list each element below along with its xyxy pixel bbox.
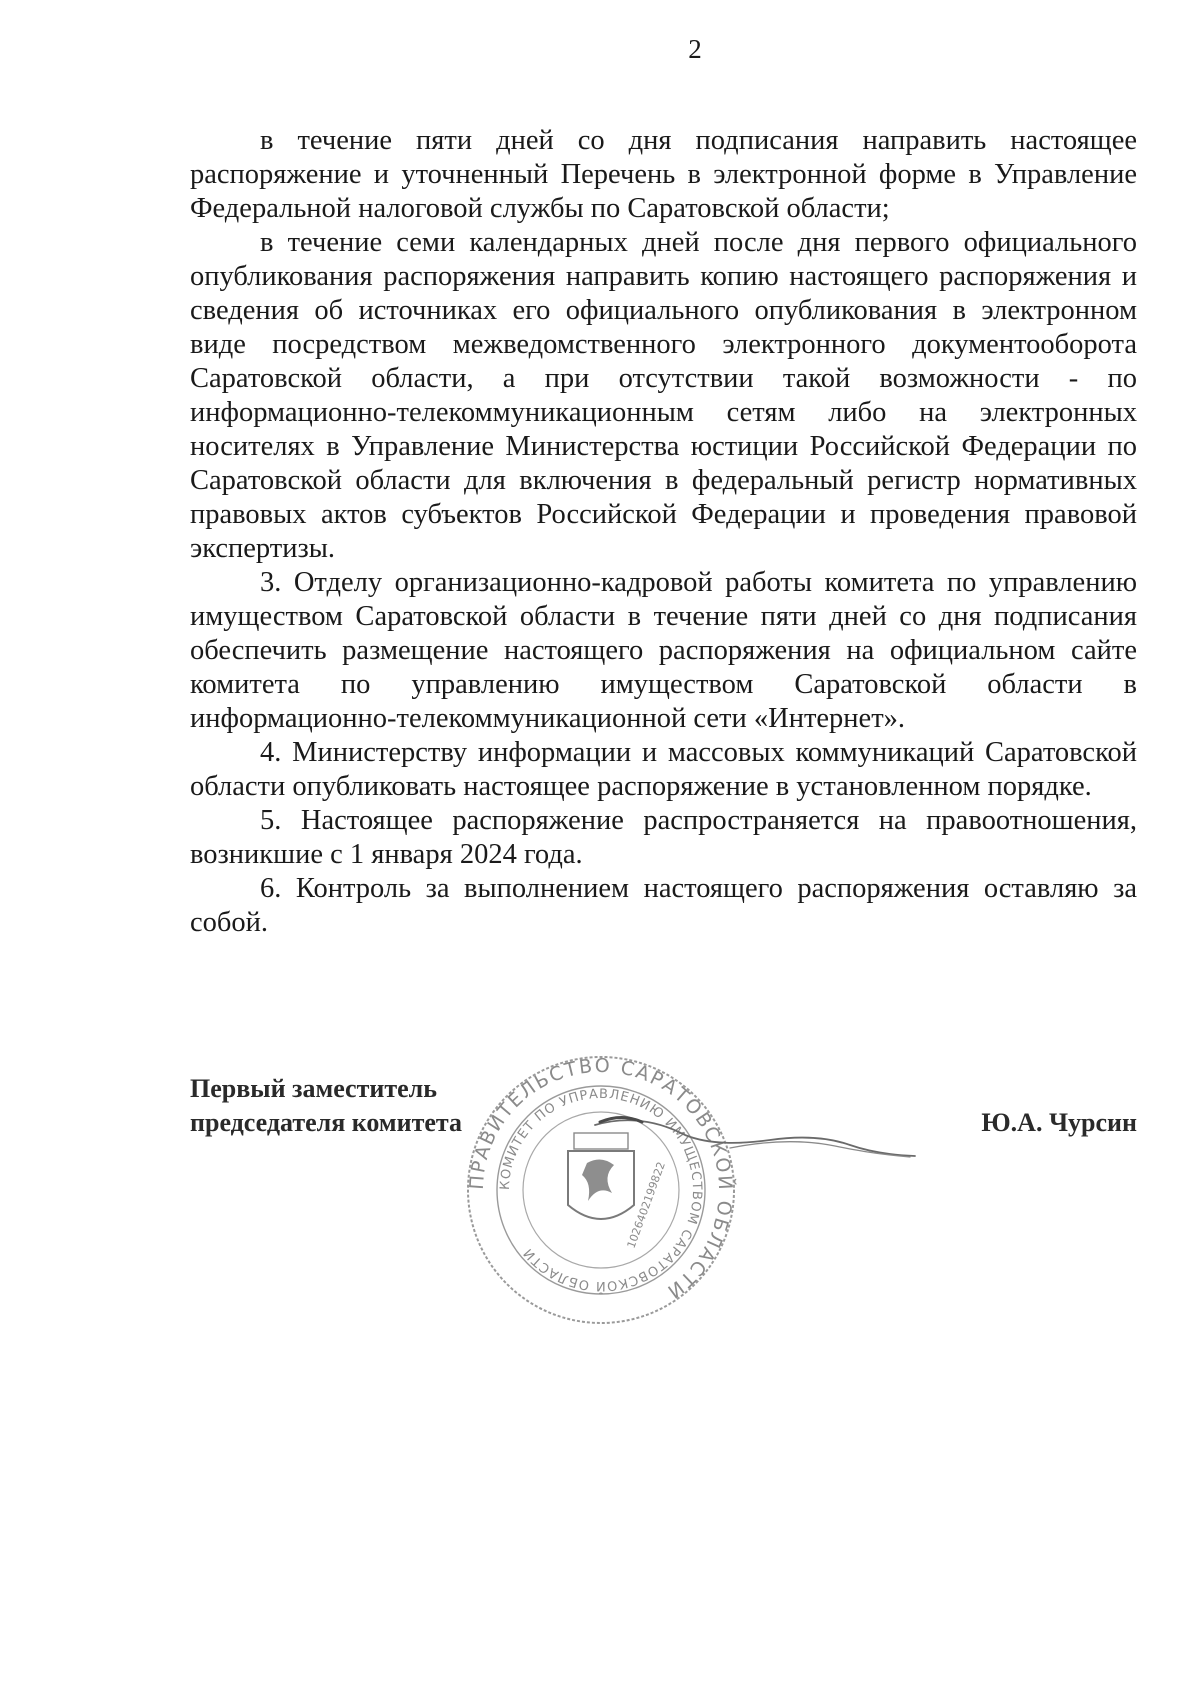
official-stamp-icon xyxy=(462,1055,740,1325)
page-number: 2 xyxy=(688,34,702,64)
stamp-outer-text: ПРАВИТЕЛЬСТВО САРАТОВСКОЙ ОБЛАСТИ xyxy=(465,1055,737,1304)
signer-title-line-2: председателя комитета xyxy=(190,1108,463,1137)
stamp-inner-text: КОМИТЕТ ПО УПРАВЛЕНИЮ ИМУЩЕСТВОМ САРАТОВСКОЙ ОБЛАСТИ xyxy=(497,1086,705,1294)
stamp-code: 1026402199822 xyxy=(624,1160,668,1251)
paragraph-item-6: 6. Контроль за выполнением настоящего распоряжения оставляю за собой. xyxy=(190,873,1137,938)
signer-title xyxy=(190,1072,462,1140)
paragraph-item-3: 3. Отделу организационно-кадровой работы комитета по управлению имуществом Саратовской области в течение пяти дней со дня подписания обеспечить размещение настоящего распоряжения на официальном сайте комитета по управлению имуществом Саратовской области в информационно-телекоммуникационной сети «Интернет». xyxy=(190,567,1137,734)
paragraph-publish-copy-justice: в течение семи календарных дней после дня первого официального опубликования распоряжения направить копию настоящего распоряжения и сведения об источниках его официального опубликования в электронном виде посредством межведомственного электронного документооборота Саратовской области, а при отсутствии такой возможности - по информационно-телекоммуникационным сетям либо на электронных носителях в Управление Министерства юстиции Российской Федерации по Саратовской области для включения в федеральный регистр нормативных правовых актов субъектов Российской Федерации и проведения правовой экспертизы. xyxy=(190,227,1137,564)
signer-name: Ю.А. Чурсин xyxy=(981,1108,1137,1137)
handwritten-signature-icon xyxy=(590,1110,920,1180)
signer-title-line-1: Первый заместитель xyxy=(190,1074,437,1103)
paragraph-email-tax-service: в течение пяти дней со дня подписания направить настоящее распоряжение и уточненный Перечень в электронной форме в Управление Федеральной налоговой службы по Саратовской области; xyxy=(190,125,1137,224)
paragraph-item-5: 5. Настоящее распоряжение распространяется на правоотношения, возникшие с 1 января 2024 года. xyxy=(190,805,1137,870)
document-body xyxy=(190,124,1137,940)
paragraph-item-4: 4. Министерству информации и массовых коммуникаций Саратовской области опубликовать настоящее распоряжение в установленном порядке. xyxy=(190,737,1137,802)
